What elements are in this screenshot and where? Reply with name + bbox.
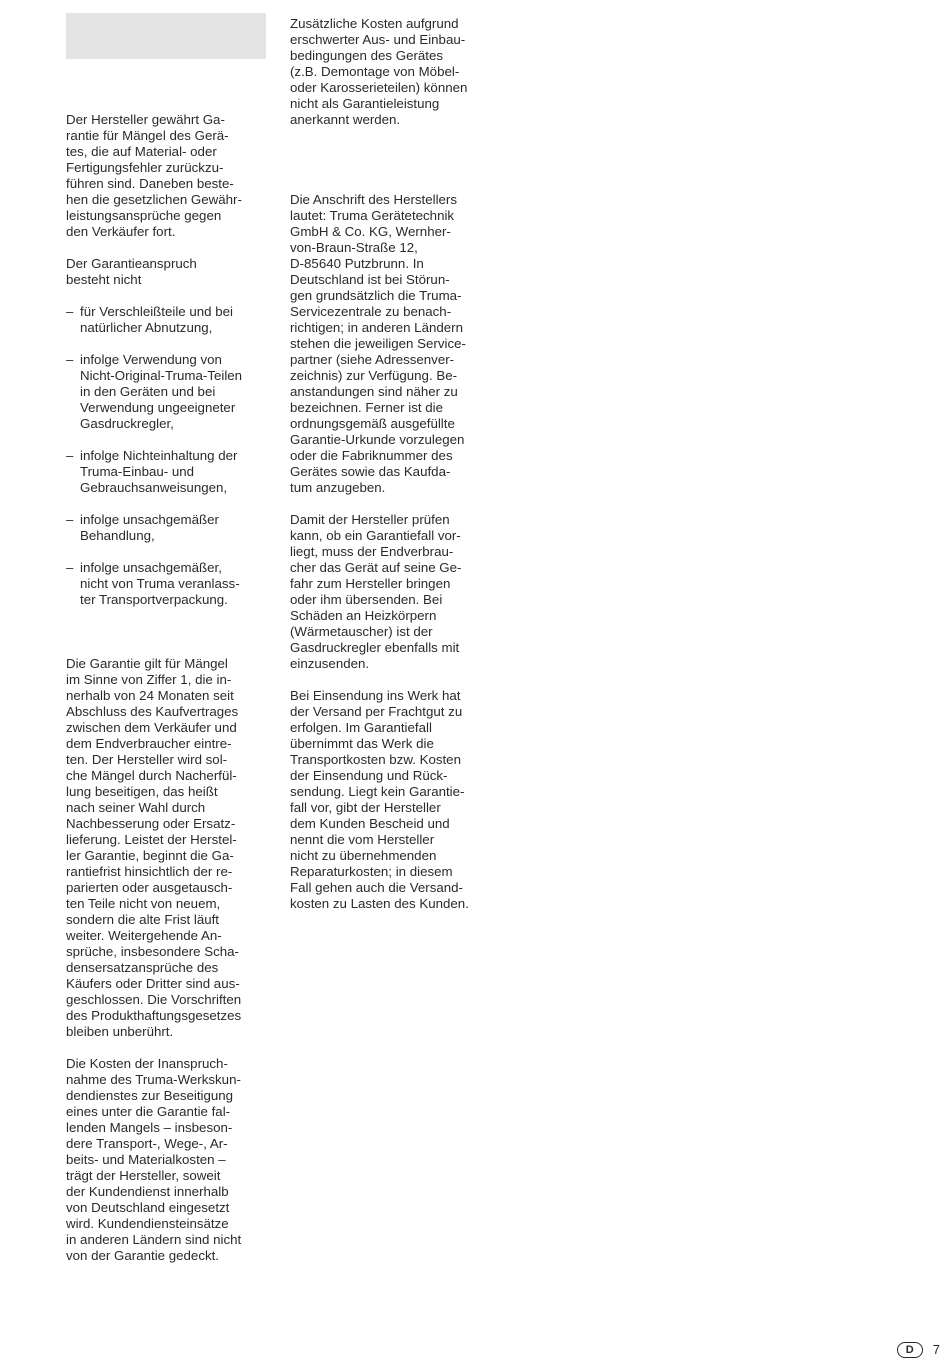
list-item: – infolge unsachgemäßer Behandlung, — [66, 512, 219, 543]
dash-bullet: – — [66, 560, 74, 575]
paragraph-service-costs: Die Kosten der Inanspruch- nahme des Truma-Werkskun- dendienstes zur Beseitigung eines unter die Garantie fal- lenden Mangels – insbeson- dere Transport-, Wege-, Ar- beits- und Materialkosten – trägt der Hersteller, soweit der Kundendienst innerhalb von Deutschland eingesetzt wird. Kundendiensteinsätze in anderen Ländern sind nicht von der Garantie gedeckt. — [66, 1056, 242, 1263]
warranty-exclusions-list — [66, 304, 271, 608]
dash-bullet: – — [66, 512, 74, 527]
paragraph-manufacturer-address: Die Anschrift des Herstellers lautet: Truma Gerätetechnik GmbH & Co. KG, Wernher- von-Braun-Straße 12, D-85640 Putzbrunn. In Deutschland ist bei Störun- gen grundsätzlich die Truma- Servicezentrale zu benach- richtigen; in anderen Ländern stehen die jeweiligen Service- partner (siehe Adressenver- zeichnis) zur Verfügung. Be- anstandungen sind näher zu bezeichnen. Ferner ist die ordnungsgemäß ausgefüllte Garantie-Urkunde vorzulegen oder die Fabriknummer des Gerätes sowie das Kaufda- tum anzugeben. — [290, 192, 466, 495]
paragraph-warranty-exclusions-intro: Der Garantieanspruch besteht nicht — [66, 256, 197, 287]
page-number: 7 — [932, 1342, 940, 1357]
page-footer — [897, 1342, 940, 1358]
section-header-bar — [66, 13, 266, 59]
list-item: – infolge Nichteinhaltung der Truma-Einbau- und Gebrauchsanweisungen, — [66, 448, 238, 495]
paragraph-warranty-period: Die Garantie gilt für Mängel im Sinne von Ziffer 1, die in- nerhalb von 24 Monaten seit Abschluss des Kaufvertrages zwischen dem Verkäufer und dem Endverbraucher eintre- ten. Der Hersteller wird sol- che Mängel durch Nacherfül- lung beseitigen, das heißt nach seiner Wahl durch Nachbesserung oder Ersatz- lieferung. Leistet der Herstel- ler Garantie, beginnt die Ga- rantiefrist hinsichtlich der re- parierten oder ausgetausch- ten Teile nicht von neuem, sondern die alte Frist läuft weiter. Weitergehende An- sprüche, insbesondere Scha- densersatzansprüche des Käufers oder Dritter sind aus- geschlossen. Die Vorschriften des Produkthaftungsgesetzes bleiben unberührt. — [66, 656, 242, 1039]
paragraph-manufacturer-warranty: Der Hersteller gewährt Ga- rantie für Mängel des Gerä- tes, die auf Material- oder Fertigungsfehler zurückzu- führen sind. Daneben beste- hen die gesetzlichen Gewähr- leistungsansprüche gegen den Verkäufer fort. — [66, 112, 242, 239]
dash-bullet: – — [66, 352, 74, 367]
language-badge: D — [897, 1342, 923, 1358]
paragraph-shipping: Bei Einsendung ins Werk hat der Versand per Frachtgut zu erfolgen. Im Garantiefall übernimmt das Werk die Transportkosten bzw. Kosten der Einsendung und Rück- sendung. Liegt kein Garantie- fall vor, gibt der Hersteller dem Kunden Bescheid und nennt die vom Hersteller nicht zu übernehmenden Reparaturkosten; in diesem Fall gehen auch die Versand- kosten zu Lasten des Kunden. — [290, 688, 469, 911]
middle-column — [290, 16, 495, 928]
left-column — [66, 112, 271, 1280]
paragraph-additional-costs: Zusätzliche Kosten aufgrund erschwerter Aus- und Einbau- bedingungen des Gerätes (z.B. Demontage von Möbel- oder Karosserieteilen) können nicht als Garantieleistung anerkannt werden. — [290, 16, 468, 127]
list-item: – infolge Verwendung von Nicht-Original-Truma-Teilen in den Geräten und bei Verwendung ungeeigneter Gasdruckregler, — [66, 352, 243, 431]
list-item: – für Verschleißteile und bei natürlicher Abnutzung, — [66, 304, 233, 335]
list-item: – infolge unsachgemäßer, nicht von Truma veranlass- ter Transportverpackung. — [66, 560, 240, 607]
dash-bullet: – — [66, 448, 74, 463]
paragraph-warranty-check: Damit der Hersteller prüfen kann, ob ein Garantiefall vor- liegt, muss der Endverbrau- cher das Gerät auf seine Ge- fahr zum Hersteller bringen oder ihm übersenden. Bei Schäden an Heizkörpern (Wärmetauscher) ist der Gasdruckregler ebenfalls mit einzusenden. — [290, 512, 462, 671]
dash-bullet: – — [66, 304, 74, 319]
